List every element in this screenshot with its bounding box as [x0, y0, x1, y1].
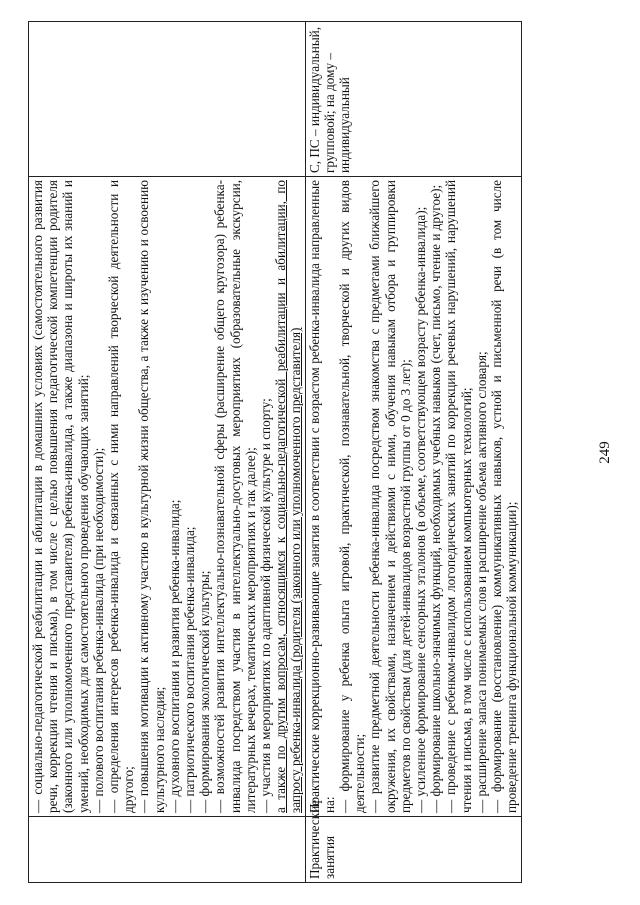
list-item: Практические коррекционно-развивающие занятия в соответствии с возрастом ребенка-инвалида направленные на:	[306, 180, 337, 813]
list-item: — проведение с ребенком-инвалидом логопедических занятий по коррекции речевых нарушений, нарушений чтения и письма, в том числе с использованием компьютерных технологий;	[443, 180, 474, 813]
list-item: — социально-педагогической реабилитации и абилитации в домашних условиях (самостоятельного развития речи, коррекции чтения и письма), в том числе с целью повышения педагогической компетенции родителя (законного или уполномоченного представителя) ребенка-инвалида, а также диапазона и широты их знаний и умений, необходимых для самостоятельного проведения обучающих занятий;	[30, 180, 91, 813]
rehabilitation-table	[28, 21, 522, 883]
row2-col1: Практические занятия	[305, 817, 521, 883]
list-item: — формирование школьно-значимых функций, необходимых учебных навыков (счет, письмо, чтение и другое);	[428, 184, 444, 813]
table-row	[29, 22, 306, 883]
list-item: — формирования экологической культуры;	[197, 570, 213, 813]
row1-col1	[29, 817, 306, 883]
list-item: — формирование у ребенка опыта игровой, практической, познавательной, творческой и других видов деятельности;	[337, 180, 368, 813]
list-item: — повышения мотивации к активному участию в культурной жизни общества, а также к изучению и освоению культурного наследия;	[136, 180, 167, 813]
list-item: — патриотического воспитания ребенка-инвалида;	[182, 526, 198, 813]
list-item: — развитие предметной деятельности ребенка-инвалида посредством знакомства с предметами ближайшего окружения, их свойствами, назначением и действиями с ними, обучения навыкам отбора и группировки предметов по свойствам (для детей-инвалидов возрастной группы от 0 до 3 лет);	[367, 180, 413, 813]
row1-col2	[29, 177, 306, 817]
row2-col2	[305, 177, 521, 817]
list-item: — полового воспитания ребенка-инвалида (при необходимости);	[90, 447, 106, 813]
list-item: — определения интересов ребенка-инвалида и связанных с ними направлений творческой деятельности и другого;	[106, 180, 137, 813]
row2-col3: С, ПС – индивидуальный, групповой; на дому – индивидуальный	[305, 22, 521, 177]
page-number: 249	[597, 441, 613, 464]
list-item: — участия в мероприятиях по адаптивной физической культуре и спорту;	[258, 398, 274, 813]
list-item: — возможностей развития интеллектуально-познавательной сферы (расширение общего кругозора) ребенка-инвалида посредством участия в интеллектуально-досуговых мероприятиях (образовательные экскурсии, литературных вечерах, тематических мероприятиях и так далее);	[212, 180, 258, 813]
list-item: — расширение запаса понимаемых слов и расширение объема активного словаря;	[473, 351, 489, 813]
list-item: а также по другим вопросам, относящимся к социально-педагогической реабилитации и абилитации, по запросу ребенка-инвалида (родителя (законного или уполномоченного представителя)	[273, 180, 304, 813]
list-item: — усиленное формирование сенсорных эталонов (в объеме, соответствующем возрасту ребенка-инвалида);	[413, 206, 429, 813]
row1-col3	[29, 22, 306, 177]
table-row	[305, 22, 521, 883]
list-item: — духовного воспитания и развития ребенка-инвалида;	[166, 499, 182, 813]
list-item: — формирование (восстановление) коммуникативных навыков, устной и письменной речи (в том числе проведение тренинга функциональной коммуникации);	[489, 180, 520, 813]
